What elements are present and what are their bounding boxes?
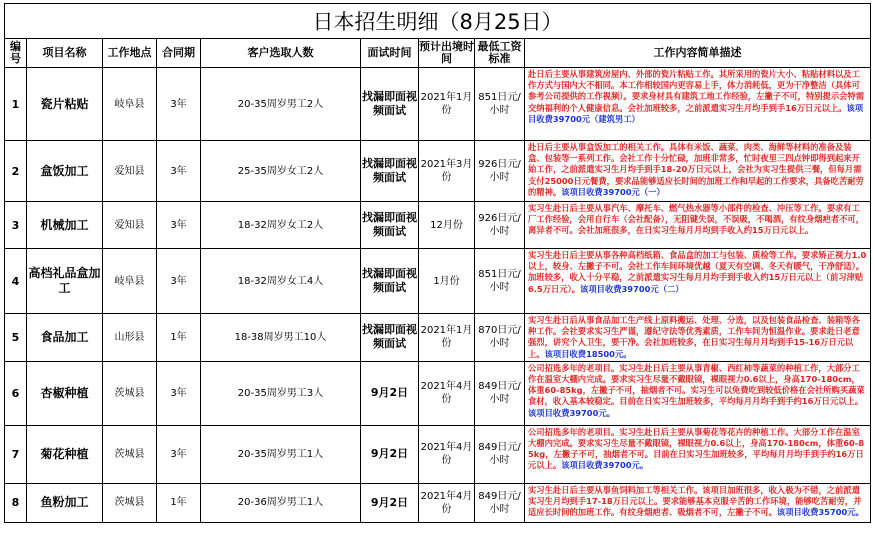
description-text: 赴日后主要从事盒饭加工的相关工作。具体有米饭、蔬菜、肉类、海鲜等材料的准备及装盒、包装等一系列工作。会社工作十分忙碌，加班非常多，忙时夜里三四点钟即得到起来开始工作，之前派遣实习生月均手到手18-20万日元以上，会社为实习生提供三餐，但每月需支付25000日元餐费，要求品能够适应长时间的加班工作和早起的工作要求，具备吃苦耐劳的精神。 <box>528 142 864 197</box>
description-text: 实习生赴日后从事食品加工生产线上原料搬运、处理、分选，以及包装食品检查、装箱等各种工作。会社要求实习生严谨，遵纪守法等优秀素质，工作车间为恒温作业。要求赴日老意强烈，讲究个人卫生，要干净。会社加班较多，在日实习生每月月均到手15-16万日元以上。 <box>528 315 860 359</box>
fee-text: 该项目收费35700元。 <box>776 507 864 518</box>
work-location: 茨城县 <box>103 483 157 522</box>
header-departure: 预计出境时间 <box>419 39 475 68</box>
contract-period: 3年 <box>157 425 201 483</box>
interview-time: 找漏即面视频面试 <box>361 249 419 314</box>
departure-time: 2021年1月份 <box>419 68 475 141</box>
min-wage: 851日元/小时 <box>475 68 525 141</box>
recruitment-table <box>4 3 871 523</box>
table-row <box>5 361 871 425</box>
header-wage: 最低工资标准 <box>475 39 525 68</box>
interview-time: 9月2日 <box>361 425 419 483</box>
min-wage: 849日元/小时 <box>475 483 525 522</box>
header-num: 编号 <box>5 39 27 68</box>
departure-time: 1月份 <box>419 249 475 314</box>
contract-period: 3年 <box>157 141 201 202</box>
min-wage: 926日元/小时 <box>475 202 525 249</box>
project-name: 盒饭加工 <box>27 141 103 202</box>
description-text: 公司招选多年的老项目。实习生赴日后主要从事青椒、西红柿等蔬菜的种植工作，大部分工作在温室大棚内完成。要求实习生尽量不戴眼镜，裸眼视力0.6以上，身高170-180cm，体重60-85kg，左撇子不可，抽烟者不可。实习生可以免费吃到较低价格在会社所购买蔬菜食材，收入基本较稳定。目前在日实习生加班较多，平均每月月均手到手约16万日元以上。 <box>528 362 865 407</box>
header-name: 项目名称 <box>27 39 103 68</box>
recruit-count: 20-35周岁男工2人 <box>201 68 361 141</box>
project-name: 杏椒种植 <box>27 361 103 425</box>
work-location: 爱知县 <box>103 202 157 249</box>
departure-time: 2021年1月份 <box>419 314 475 362</box>
project-name: 瓷片粘贴 <box>27 68 103 141</box>
project-name: 菊花种植 <box>27 425 103 483</box>
project-name: 机械加工 <box>27 202 103 249</box>
row-num: 5 <box>5 314 27 362</box>
row-num: 6 <box>5 361 27 425</box>
departure-time: 12月份 <box>419 202 475 249</box>
recruit-count: 18-38周岁男工10人 <box>201 314 361 362</box>
departure-time: 2021年3月份 <box>419 141 475 202</box>
interview-time: 9月2日 <box>361 483 419 522</box>
departure-time: 2021年4月份 <box>419 425 475 483</box>
fee-text: 该项目收费39700元。 <box>528 407 615 418</box>
recruit-count: 20-35周岁男工3人 <box>201 361 361 425</box>
row-num: 2 <box>5 141 27 202</box>
recruit-count: 20-35周岁男工1人 <box>201 425 361 483</box>
fee-text: 该项目收费39700元（建筑男工） <box>528 102 864 124</box>
description-text: 实习生赴日后主要从事汽车、摩托车、燃气热水器等小部件的检查、冲压等工作。要求有工厂工作经验，会用自行车（会社配备），无阻键失误，不误吸，不喝酒，有纹身烟疤者不可，离异者不可。会社加班很多，在日实习生每月月均到手收入约15万日元以上。 <box>528 203 865 236</box>
header-contract: 合同期 <box>157 39 201 68</box>
job-description <box>525 361 871 425</box>
row-num: 8 <box>5 483 27 522</box>
interview-time: 找漏即面视频面试 <box>361 68 419 141</box>
project-name: 鱼粉加工 <box>27 483 103 522</box>
job-description <box>525 68 871 141</box>
header-row <box>5 39 871 68</box>
description-text: 实习生赴日后主要从事各种高档纸箱、食品盒的加工与包装、质检等工作。要求矫正视力1.0以上，较身、左撇子不可。会社工作车间环境优越（夏天有空调、冬天有暖气，干净舒适）。加班较多，收入十分平稳，之前派遣实习生每月月均手到手收入约15万日元以上（前习津贴6.5万日元）。 <box>528 250 867 294</box>
work-location: 山形县 <box>103 314 157 362</box>
fee-text: 该项目收费39700元。 <box>561 460 649 471</box>
min-wage: 851日元/小时 <box>475 249 525 314</box>
recruit-count: 18-32周岁女工4人 <box>201 249 361 314</box>
header-location: 工作地点 <box>103 39 157 68</box>
table-row <box>5 202 871 249</box>
min-wage: 849日元/小时 <box>475 361 525 425</box>
contract-period: 3年 <box>157 68 201 141</box>
interview-time: 找漏即面视频面试 <box>361 314 419 362</box>
table-row <box>5 141 871 202</box>
job-description <box>525 141 871 202</box>
contract-period: 1年 <box>157 314 201 362</box>
job-description <box>525 425 871 483</box>
work-location: 茨城县 <box>103 425 157 483</box>
job-description <box>525 202 871 249</box>
description-text: 赴日后主要从事建筑房屋内、外部的瓷片粘贴工作。其所采用的瓷片大小、粘贴材料以及工作方式与国内大不相同。本工作相较国内更容易上手，体力消耗低，更为干净整洁（具体可参考公司提供的工作视频）。要求身材具有建筑工地工作经验，左撇子不可，特别提示会特需交纳福利的个人健康信息。会社加班较多，之前派遣实习生月均手到手16万日元以上。 <box>528 69 865 113</box>
contract-period: 3年 <box>157 202 201 249</box>
recruit-count: 18-32周岁女工2人 <box>201 202 361 249</box>
project-name: 食品加工 <box>27 314 103 362</box>
interview-time: 9月2日 <box>361 361 419 425</box>
row-num: 1 <box>5 68 27 141</box>
work-location: 茨城县 <box>103 361 157 425</box>
project-name: 高档礼品盒加工 <box>27 249 103 314</box>
table-row <box>5 249 871 314</box>
description-text: 公司招选多年的老项目。实习生赴日后主要从事菊花等花卉的种植工作。大部分工作在温室大棚内完成。要求实习生尽量不戴眼镜，裸眼视力0.6以上，身高170-180cm，体重60-85kg，左撇子不可，抽烟者不可。目前在日实习生加班较多，平均每月月均手到手约16万日元以上。 <box>528 426 865 471</box>
min-wage: 926日元/小时 <box>475 141 525 202</box>
recruit-count: 20-36周岁男工1人 <box>201 483 361 522</box>
interview-time: 找漏即面视频面试 <box>361 202 419 249</box>
fee-text: 该项目收费39700元（二） <box>580 283 684 294</box>
work-location: 岐阜县 <box>103 68 157 141</box>
row-num: 7 <box>5 425 27 483</box>
recruitment-sheet <box>4 3 870 523</box>
table-row <box>5 68 871 141</box>
row-num: 3 <box>5 202 27 249</box>
departure-time: 2021年4月份 <box>419 361 475 425</box>
work-location: 岐阜县 <box>103 249 157 314</box>
header-interview: 面试时间 <box>361 39 419 68</box>
page-title: 日本招生明细（8月25日） <box>5 4 871 39</box>
job-description <box>525 483 871 522</box>
recruit-count: 25-35周岁女工2人 <box>201 141 361 202</box>
header-description: 工作内容简单描述 <box>525 39 871 68</box>
header-recruit: 客户选取人数 <box>201 39 361 68</box>
min-wage: 849日元/小时 <box>475 425 525 483</box>
description-text: 实习生赴日后主要从事鱼饲料加工等相关工作。该项目加班很多，收入极为不错，之前派遣实习生月均到手17-18万日元以上。要求能够基本克服辛苦的工作环境，能够吃苦耐劳，并适应长时间的加班工作。有纹身烟疤者、吸烟者不可，左撇子不可。 <box>528 484 862 518</box>
min-wage: 870日元/小时 <box>475 314 525 362</box>
row-num: 4 <box>5 249 27 314</box>
job-description <box>525 314 871 362</box>
departure-time: 2021年4月份 <box>419 483 475 522</box>
fee-text: 该项目收费39700元（一） <box>561 186 665 197</box>
work-location: 爱知县 <box>103 141 157 202</box>
fee-text: 该项目收费18500元。 <box>544 348 632 359</box>
contract-period: 3年 <box>157 361 201 425</box>
table-row <box>5 425 871 483</box>
contract-period: 3年 <box>157 249 201 314</box>
table-row <box>5 314 871 362</box>
table-row <box>5 483 871 522</box>
contract-period: 1年 <box>157 483 201 522</box>
job-description <box>525 249 871 314</box>
interview-time: 找漏即面视频面试 <box>361 141 419 202</box>
